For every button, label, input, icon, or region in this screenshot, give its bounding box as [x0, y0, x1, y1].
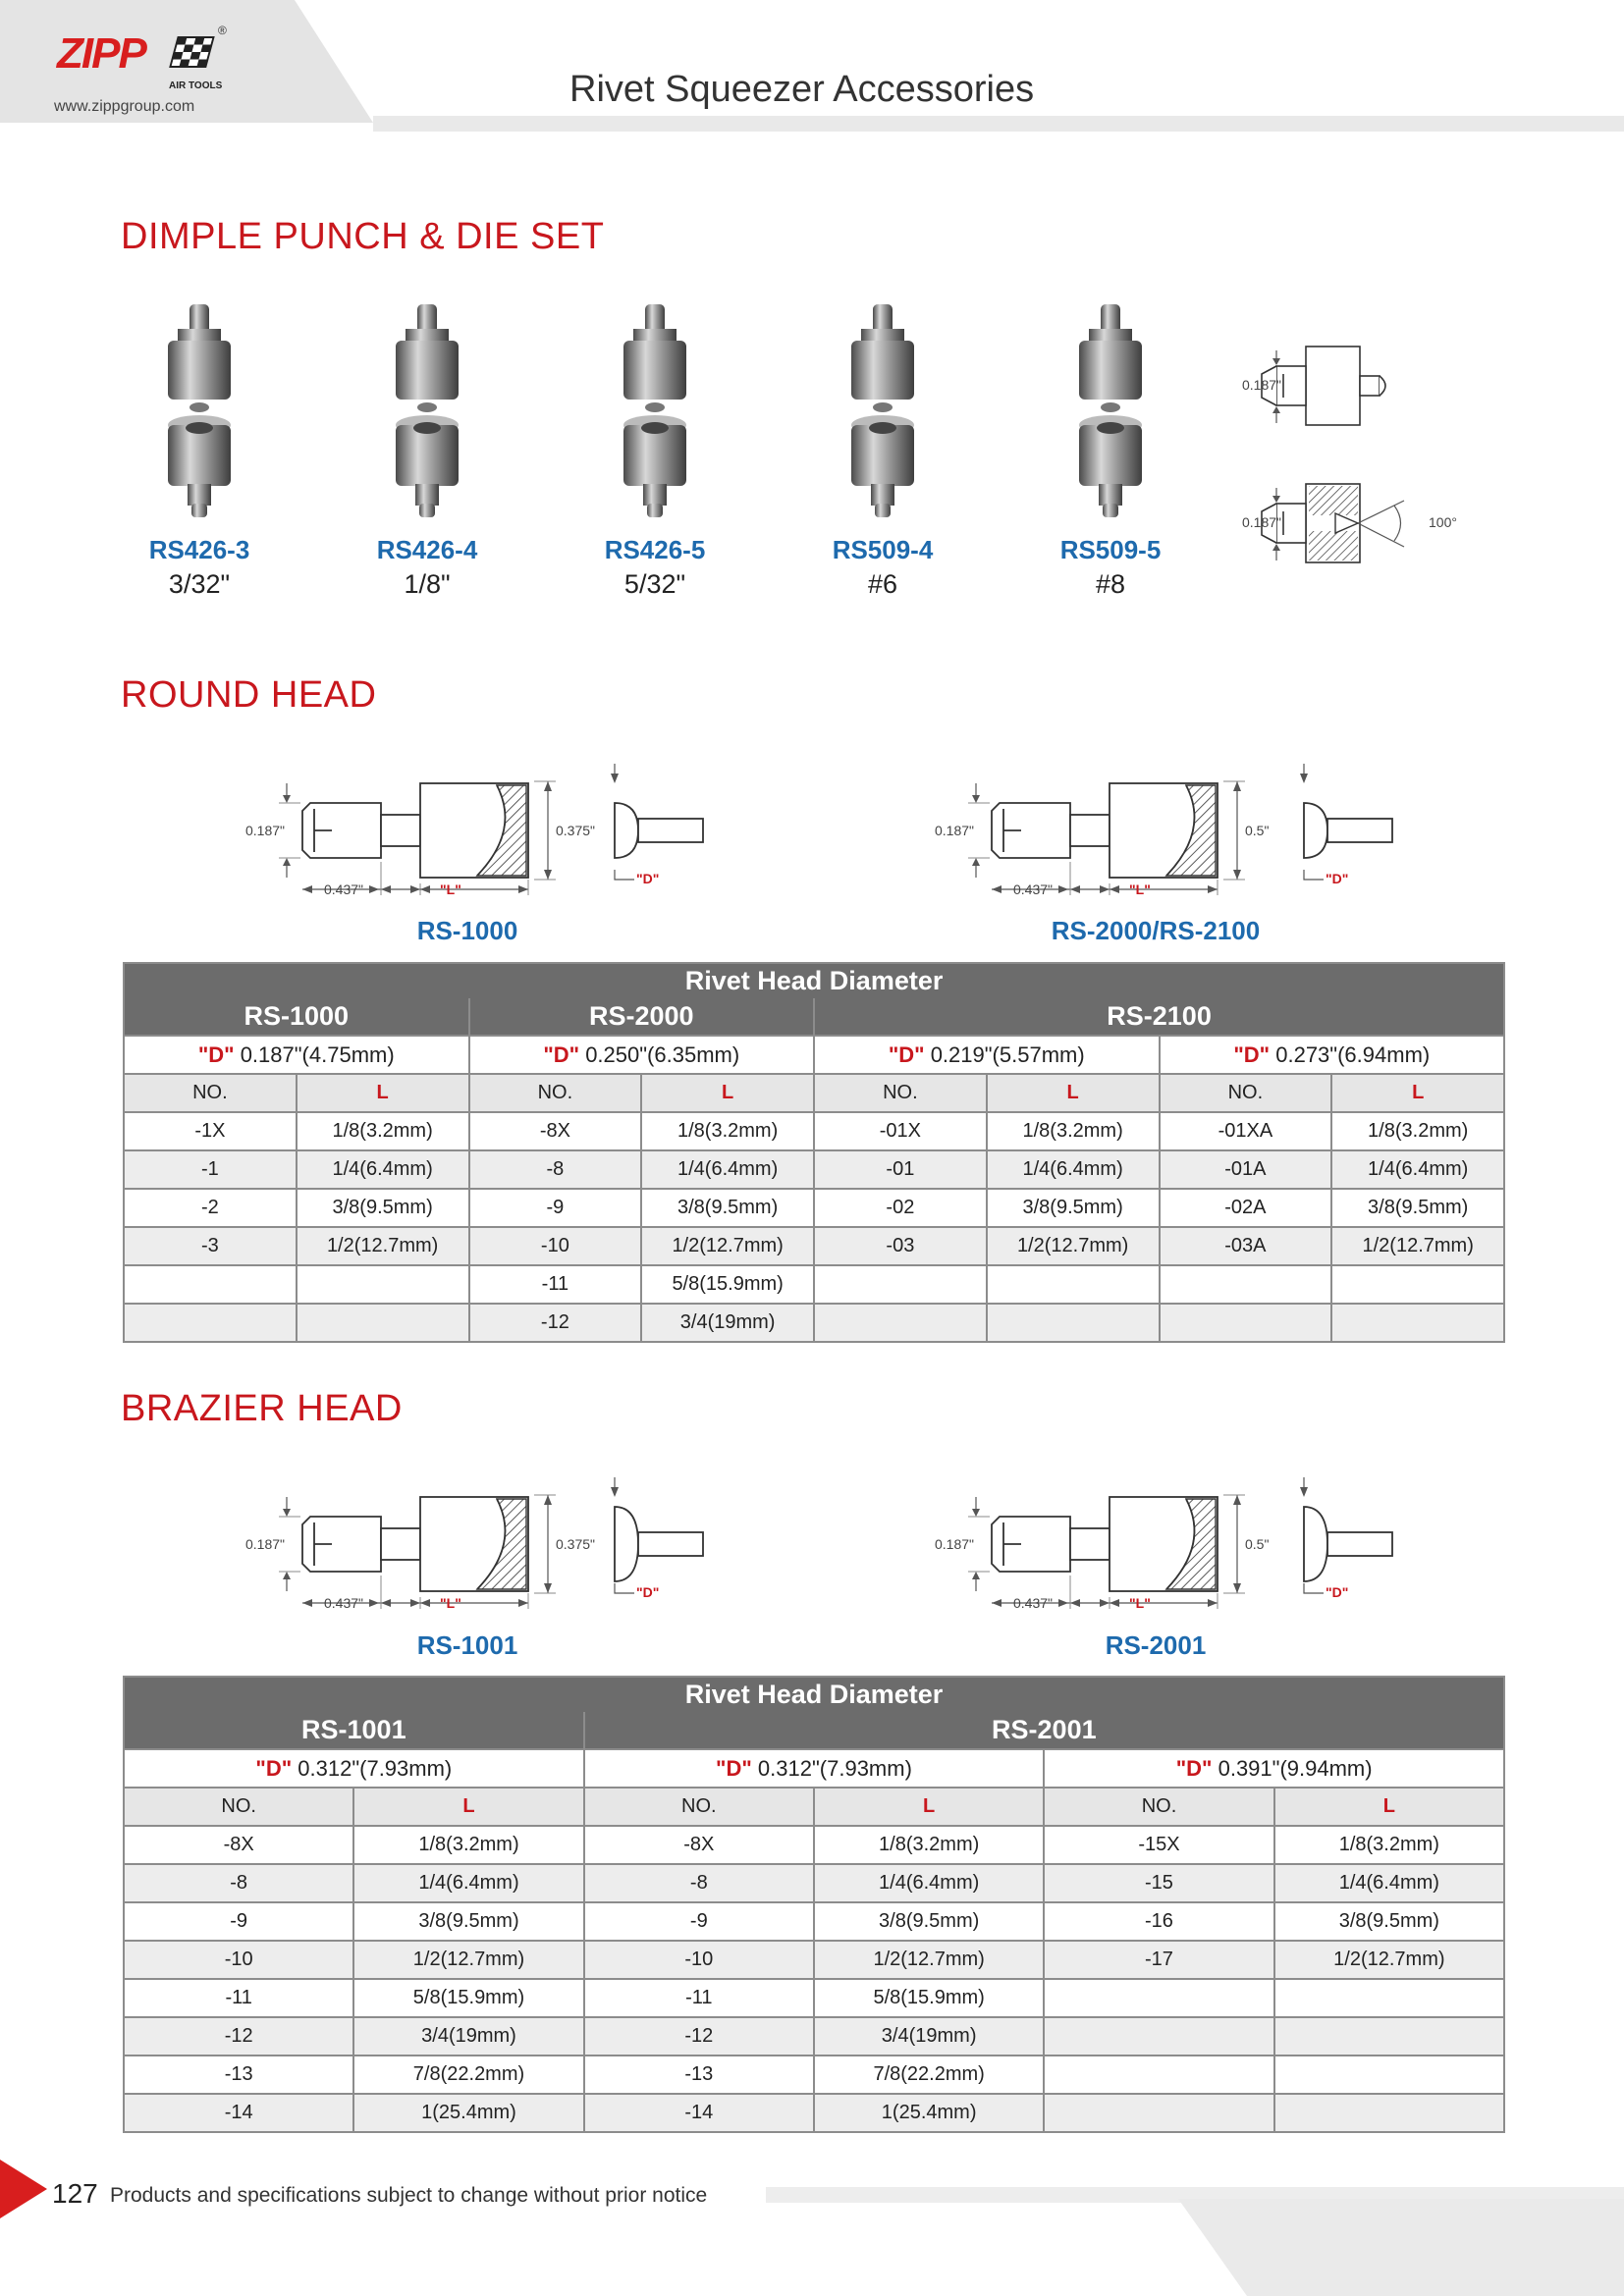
table-cell: -8 [124, 1864, 353, 1902]
table-cell: 5/8(15.9mm) [353, 1979, 583, 2017]
table-cell: -9 [584, 1902, 814, 1941]
dim-label: 0.187" [1242, 377, 1282, 393]
table-cell: 3/8(9.5mm) [641, 1189, 814, 1227]
model-label-rs1001: RS-1001 [416, 1630, 518, 1660]
product-size: #6 [867, 569, 898, 599]
checkered-flag-icon [169, 35, 216, 69]
table-cell: 3/4(19mm) [814, 2017, 1044, 2056]
table-row [124, 1265, 1504, 1304]
table-cell: 1/8(3.2mm) [353, 1826, 583, 1864]
diameter-cell [1044, 1749, 1504, 1788]
column-header-no: NO. [1044, 1788, 1273, 1826]
column-header-row [124, 1074, 1504, 1112]
table-cell [1044, 2094, 1273, 2132]
table-cell: -10 [469, 1227, 642, 1265]
dimple-product[interactable] [358, 299, 496, 600]
dimension-label: 0.5" [1245, 823, 1270, 838]
table-cell: 1/8(3.2mm) [297, 1112, 469, 1150]
table-cell: 1/4(6.4mm) [1331, 1150, 1504, 1189]
table-row [124, 1150, 1504, 1189]
diameter-label: "D" [197, 1041, 241, 1067]
brand-logo: ZIPP [57, 29, 145, 78]
table-title-row [124, 1677, 1504, 1712]
table-cell: -10 [124, 1941, 353, 1979]
dimple-product[interactable] [131, 299, 268, 600]
table-row [124, 2094, 1504, 2132]
punch-die-image [1061, 299, 1160, 525]
table-cell [1331, 1304, 1504, 1342]
product-size: 3/32" [168, 569, 231, 599]
table-cell: 1(25.4mm) [353, 2094, 583, 2132]
diameter-value: 0.312"(7.93mm) [298, 1755, 453, 1781]
diameter-label: "D" [255, 1755, 298, 1781]
table-cell: -11 [584, 1979, 814, 2017]
table-row [124, 1112, 1504, 1150]
product-code: RS426-4 [376, 535, 478, 564]
table-cell: 1/8(3.2mm) [814, 1826, 1044, 1864]
section-title-round-head: ROUND HEAD [121, 674, 377, 716]
model-header: RS-1001 [124, 1712, 584, 1749]
registered-mark: ® [218, 24, 227, 37]
model-header: RS-2001 [584, 1712, 1504, 1749]
table-cell: -3 [124, 1227, 297, 1265]
table-cell [1331, 1265, 1504, 1304]
dimension-label: "D" [636, 871, 660, 886]
table-title: Rivet Head Diameter [124, 963, 1504, 998]
dimple-product[interactable] [1042, 299, 1179, 600]
table-cell: -8X [584, 1826, 814, 1864]
diameter-label: "D" [1233, 1041, 1276, 1067]
diameter-value: 0.273"(6.94mm) [1275, 1041, 1431, 1067]
footer-corner-shape [1178, 2199, 1624, 2296]
model-label-rs1000: RS-1000 [416, 916, 518, 945]
product-code: RS509-4 [832, 535, 934, 564]
logo-subtitle: AIR TOOLS [169, 80, 223, 91]
footer-disclaimer: Products and specifications subject to change without prior notice [110, 2184, 708, 2207]
model-label-rs2001: RS-2001 [1105, 1630, 1207, 1660]
table-title-row [124, 963, 1504, 998]
table-cell: 3/8(9.5mm) [353, 1902, 583, 1941]
table-title: Rivet Head Diameter [124, 1677, 1504, 1712]
table-cell: 3/8(9.5mm) [987, 1189, 1160, 1227]
column-header-l: L [353, 1788, 583, 1826]
table-row [124, 1941, 1504, 1979]
dimension-label: "L" [440, 1595, 461, 1611]
column-header-l: L [987, 1074, 1160, 1112]
page-title: Rivet Squeezer Accessories [569, 69, 1035, 110]
dimension-label: 0.375" [556, 823, 596, 838]
table-cell [814, 1265, 987, 1304]
dim-label: 0.187" [1242, 514, 1282, 530]
table-cell [1160, 1265, 1332, 1304]
product-code: RS426-5 [604, 535, 706, 564]
table-cell [1274, 2056, 1504, 2094]
table-cell: -12 [584, 2017, 814, 2056]
table-cell [1274, 1979, 1504, 2017]
table-cell [297, 1265, 469, 1304]
table-cell: -13 [124, 2056, 353, 2094]
brazier-head-spec-table [123, 1676, 1505, 2133]
table-cell [297, 1304, 469, 1342]
table-cell: 5/8(15.9mm) [641, 1265, 814, 1304]
table-cell: 3/8(9.5mm) [1331, 1189, 1504, 1227]
table-cell: -8 [584, 1864, 814, 1902]
table-cell: -03 [814, 1227, 987, 1265]
table-cell: -02 [814, 1189, 987, 1227]
diameter-value: 0.219"(5.57mm) [930, 1041, 1085, 1067]
dimension-label: 0.437" [324, 881, 364, 897]
table-cell: -12 [469, 1304, 642, 1342]
table-cell: 3/8(9.5mm) [1274, 1902, 1504, 1941]
column-header-no: NO. [814, 1074, 987, 1112]
table-cell [124, 1265, 297, 1304]
table-cell [1044, 2056, 1273, 2094]
table-cell: -01A [1160, 1150, 1332, 1189]
dimension-label: "L" [440, 881, 461, 897]
table-cell: 3/4(19mm) [353, 2017, 583, 2056]
table-cell [124, 1304, 297, 1342]
diameter-row [124, 1036, 1504, 1074]
table-cell: -9 [469, 1189, 642, 1227]
table-cell: -12 [124, 2017, 353, 2056]
column-header-no: NO. [584, 1788, 814, 1826]
round-head-spec-table [123, 962, 1505, 1343]
product-code: RS426-3 [148, 535, 250, 564]
header-band [373, 116, 1624, 132]
diameter-value: 0.250"(6.35mm) [585, 1041, 740, 1067]
dimension-label: "D" [636, 1584, 660, 1600]
product-code: RS509-5 [1059, 535, 1162, 564]
table-row [124, 1227, 1504, 1265]
rivet-set-diagram [933, 754, 1443, 901]
table-cell: -8 [469, 1150, 642, 1189]
table-cell: 5/8(15.9mm) [814, 1979, 1044, 2017]
table-cell: 1/2(12.7mm) [814, 1941, 1044, 1979]
diameter-cell [814, 1036, 1160, 1074]
diameter-label: "D" [1175, 1755, 1218, 1781]
table-cell: 1/4(6.4mm) [353, 1864, 583, 1902]
diameter-cell [124, 1036, 469, 1074]
diameter-cell [469, 1036, 815, 1074]
column-header-l: L [297, 1074, 469, 1112]
table-cell: 1/4(6.4mm) [987, 1150, 1160, 1189]
diameter-label: "D" [543, 1041, 586, 1067]
table-cell: 1/2(12.7mm) [641, 1227, 814, 1265]
column-header-row [124, 1788, 1504, 1826]
punch-die-image [606, 299, 704, 525]
rivet-set-diagram [933, 1468, 1443, 1615]
section-title-brazier-head: BRAZIER HEAD [121, 1388, 403, 1429]
table-cell [987, 1265, 1160, 1304]
dimension-label: "D" [1326, 1584, 1349, 1600]
diameter-label: "D" [888, 1041, 931, 1067]
table-row [124, 2017, 1504, 2056]
model-header: RS-2000 [469, 998, 815, 1036]
table-cell [1160, 1304, 1332, 1342]
table-cell [1274, 2094, 1504, 2132]
table-cell: 1/2(12.7mm) [1331, 1227, 1504, 1265]
table-cell: 7/8(22.2mm) [353, 2056, 583, 2094]
table-cell: -8X [469, 1112, 642, 1150]
column-header-l: L [1331, 1074, 1504, 1112]
dimension-label: 0.187" [245, 823, 286, 838]
table-cell: 7/8(22.2mm) [814, 2056, 1044, 2094]
product-size: #8 [1095, 569, 1126, 599]
model-header: RS-1000 [124, 998, 469, 1036]
table-cell [1274, 2017, 1504, 2056]
product-size: 5/32" [623, 569, 686, 599]
dimension-label: "D" [1326, 871, 1349, 886]
column-header-no: NO. [124, 1074, 297, 1112]
table-cell [987, 1304, 1160, 1342]
diameter-cell [1160, 1036, 1505, 1074]
table-cell: 1/4(6.4mm) [641, 1150, 814, 1189]
table-model-row [124, 1712, 1504, 1749]
table-cell: -15X [1044, 1826, 1273, 1864]
table-row [124, 1902, 1504, 1941]
table-cell: 1/4(6.4mm) [814, 1864, 1044, 1902]
website-url[interactable]: www.zippgroup.com [54, 98, 195, 115]
table-cell: 1/8(3.2mm) [987, 1112, 1160, 1150]
table-cell: 1(25.4mm) [814, 2094, 1044, 2132]
table-cell: 1/8(3.2mm) [641, 1112, 814, 1150]
diameter-label: "D" [716, 1755, 758, 1781]
table-row [124, 2056, 1504, 2094]
column-header-no: NO. [124, 1788, 353, 1826]
dimension-label: 0.5" [1245, 1536, 1270, 1552]
table-cell: 1/4(6.4mm) [1274, 1864, 1504, 1902]
table-cell: 3/4(19mm) [641, 1304, 814, 1342]
diameter-value: 0.312"(7.93mm) [757, 1755, 912, 1781]
punch-die-image [378, 299, 476, 525]
dimension-label: "L" [1129, 1595, 1151, 1611]
dimple-product[interactable] [586, 299, 724, 600]
section-title-dimple: DIMPLE PUNCH & DIE SET [121, 216, 605, 257]
table-cell: 1/2(12.7mm) [1274, 1941, 1504, 1979]
dimension-label: 0.437" [1013, 881, 1054, 897]
dimension-label: 0.187" [935, 1536, 975, 1552]
punch-die-image [834, 299, 932, 525]
table-cell: -01X [814, 1112, 987, 1150]
table-cell [1044, 1979, 1273, 2017]
table-cell: -11 [124, 1979, 353, 2017]
table-cell: -17 [1044, 1941, 1273, 1979]
table-row [124, 1189, 1504, 1227]
diameter-value: 0.391"(9.94mm) [1218, 1755, 1373, 1781]
table-cell [814, 1304, 987, 1342]
diameter-row [124, 1749, 1504, 1788]
table-row [124, 1826, 1504, 1864]
dimension-label: 0.375" [556, 1536, 596, 1552]
column-header-l: L [1274, 1788, 1504, 1826]
table-cell: -11 [469, 1265, 642, 1304]
diameter-value: 0.187"(4.75mm) [240, 1041, 395, 1067]
dimension-label: 0.437" [324, 1595, 364, 1611]
table-cell: 3/8(9.5mm) [814, 1902, 1044, 1941]
angle-label: 100° [1429, 514, 1457, 530]
table-row [124, 1979, 1504, 2017]
dimple-product[interactable] [814, 299, 951, 600]
table-cell [1044, 2017, 1273, 2056]
dimple-set-diagram [1232, 329, 1488, 574]
table-cell: 1/8(3.2mm) [1331, 1112, 1504, 1150]
table-cell: -01XA [1160, 1112, 1332, 1150]
diameter-cell [584, 1749, 1045, 1788]
table-cell: -1 [124, 1150, 297, 1189]
table-row [124, 1304, 1504, 1342]
table-cell: -15 [1044, 1864, 1273, 1902]
table-cell: -10 [584, 1941, 814, 1979]
table-cell: 1/2(12.7mm) [353, 1941, 583, 1979]
dimension-label: "L" [1129, 881, 1151, 897]
table-model-row [124, 998, 1504, 1036]
table-cell: -01 [814, 1150, 987, 1189]
rivet-set-diagram [244, 754, 754, 901]
model-label-rs2000-rs2100: RS-2000/RS-2100 [1051, 916, 1261, 945]
column-header-no: NO. [469, 1074, 642, 1112]
diameter-cell [124, 1749, 584, 1788]
table-cell: 1/8(3.2mm) [1274, 1826, 1504, 1864]
table-cell: -8X [124, 1826, 353, 1864]
table-cell: -9 [124, 1902, 353, 1941]
table-cell: -2 [124, 1189, 297, 1227]
table-cell: -1X [124, 1112, 297, 1150]
table-cell: -14 [584, 2094, 814, 2132]
dimension-label: 0.187" [245, 1536, 286, 1552]
table-row [124, 1864, 1504, 1902]
table-cell: -14 [124, 2094, 353, 2132]
model-header: RS-2100 [814, 998, 1504, 1036]
dimension-label: 0.187" [935, 823, 975, 838]
table-cell: 1/2(12.7mm) [297, 1227, 469, 1265]
table-cell: -02A [1160, 1189, 1332, 1227]
table-cell: 3/8(9.5mm) [297, 1189, 469, 1227]
page-marker-triangle [0, 2160, 47, 2218]
table-cell: -13 [584, 2056, 814, 2094]
punch-die-image [150, 299, 248, 525]
column-header-l: L [814, 1788, 1044, 1826]
table-cell: 1/4(6.4mm) [297, 1150, 469, 1189]
rivet-set-diagram [244, 1468, 754, 1615]
table-cell: 1/2(12.7mm) [987, 1227, 1160, 1265]
product-size: 1/8" [404, 569, 451, 599]
column-header-l: L [641, 1074, 814, 1112]
table-cell: -03A [1160, 1227, 1332, 1265]
column-header-no: NO. [1160, 1074, 1332, 1112]
dimension-label: 0.437" [1013, 1595, 1054, 1611]
page-number: 127 [52, 2178, 98, 2209]
table-cell: -16 [1044, 1902, 1273, 1941]
